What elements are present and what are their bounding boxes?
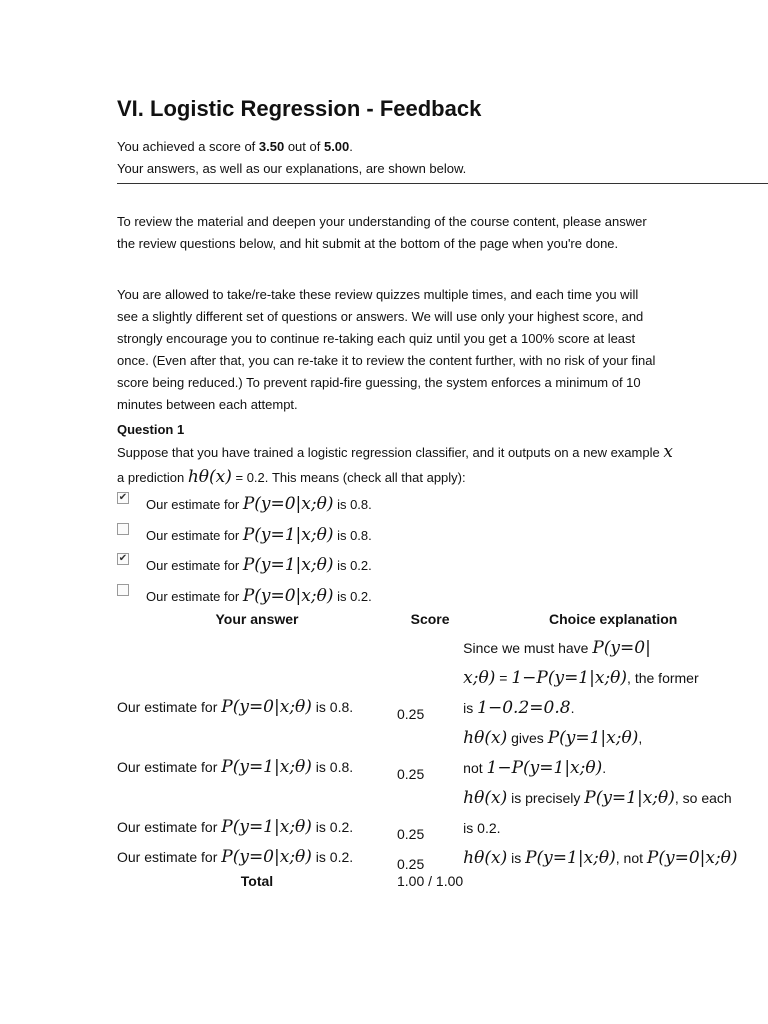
total-label: Total (240, 873, 274, 889)
choice-math: P(y=0|x;θ) (242, 585, 334, 606)
total-empty-cell (463, 873, 763, 889)
row-score: 0.25 (397, 766, 425, 782)
choice-item (117, 553, 617, 584)
explanation-text: . (602, 760, 607, 776)
question-text-part1: Suppose that you have trained a logistic regression classifier, and it outputs on a new example (117, 445, 664, 460)
score-cell (397, 843, 463, 873)
explanation-cell (463, 723, 763, 783)
explanation-math: P(y=0|x;θ) (646, 848, 738, 868)
explanation-cell (463, 783, 763, 843)
total-row (117, 873, 763, 889)
explanation-math: P(y=1|x;θ) (525, 848, 616, 868)
answer-cell (117, 783, 397, 843)
answer-suffix: is 0.8. (311, 759, 354, 775)
explanation-math: hθ(x) (463, 848, 508, 868)
explanation-text: gives (507, 730, 548, 746)
choice-checkbox[interactable]: ✔ (118, 492, 128, 503)
answer-math: P(y=1|x;θ) (221, 817, 312, 837)
score-cell (397, 723, 463, 783)
header-score: Score (410, 611, 450, 627)
score-mid: out of (284, 139, 324, 154)
choice-label (146, 586, 372, 606)
question-text (117, 440, 677, 490)
explanation-text: is 0.2. (463, 820, 501, 836)
choice-item (117, 523, 617, 554)
row-score: 0.25 (397, 706, 425, 722)
explanation-cell (463, 633, 763, 723)
score-prefix: You achieved a score of (117, 139, 259, 154)
table-row (117, 843, 763, 873)
question-text-part2: a prediction (117, 470, 188, 485)
explanation-text: is (463, 700, 478, 716)
explanation-text: Since we must have (463, 640, 593, 656)
choice-suffix: is 0.8. (333, 497, 372, 512)
choice-item (117, 492, 617, 523)
choice-label (146, 525, 372, 545)
answer-cell (117, 843, 397, 873)
answer-cell (117, 723, 397, 783)
choice-checkbox[interactable] (117, 523, 129, 535)
explanation-cell (463, 843, 763, 873)
score-cell (397, 783, 463, 843)
score-cell (397, 633, 463, 723)
answer-cell (117, 633, 397, 723)
score-summary (117, 139, 353, 154)
table-row (117, 633, 763, 723)
explanation-math: 1−0.2=0.8 (477, 698, 571, 718)
explanation-text: , (638, 730, 643, 746)
choice-math: P(y=1|x;θ) (242, 524, 334, 545)
choice-suffix: is 0.8. (333, 527, 372, 543)
choice-prefix: Our estimate for (146, 588, 243, 604)
table-header-row (117, 611, 763, 633)
row-score: 0.25 (397, 856, 425, 872)
choice-checkbox[interactable] (117, 584, 129, 596)
intro-paragraph-2: You are allowed to take/re-take these review quizzes multiple times, and each time you will see a slightly different set of questions or answers. We will use only your highest score, and strongly encourage you to continue re-taking each quiz until you get a 100% score at least once. (Even after that, you can re-take it to review the content further, with no risk of your final score being reduced.) To prevent rapid-fire guessing, the system enforces a minimum of 10 minutes between each attempt. (117, 287, 656, 412)
explanation-text: is (507, 850, 526, 866)
feedback-table (117, 611, 763, 889)
explanation-text: = (495, 670, 512, 686)
explanation-text: . (570, 700, 575, 716)
choice-suffix: is 0.2. (333, 558, 372, 573)
explanation-math: P(y=1|x;θ) (584, 788, 675, 808)
answer-math: P(y=0|x;θ) (221, 697, 312, 717)
choice-suffix: is 0.2. (333, 588, 372, 604)
answer-choices (117, 492, 617, 614)
choice-label (146, 555, 372, 575)
explanation-math: x;θ) (463, 668, 496, 688)
choice-math: P(y=1|x;θ) (242, 555, 334, 575)
choice-prefix: Our estimate for (146, 497, 243, 512)
answer-math: P(y=0|x;θ) (221, 847, 312, 867)
header-divider (117, 183, 768, 184)
choice-label (146, 494, 372, 514)
choice-item (117, 584, 617, 615)
choice-checkbox[interactable]: ✔ (118, 553, 128, 564)
answer-prefix: Our estimate for (117, 819, 222, 835)
explanation-math: 1−P(y=1|x;θ) (486, 758, 603, 778)
score-max: 5.00 (323, 139, 350, 154)
explanation-math: 1−P(y=1|x;θ) (511, 668, 628, 688)
answer-suffix: is 0.2. (311, 849, 354, 865)
score-value: 3.50 (258, 139, 285, 154)
table-row (117, 783, 763, 843)
math-hypothesis: hθ(x) (187, 467, 232, 487)
question-text-part3: = 0.2. This means (check all that apply): (231, 470, 466, 485)
row-score: 0.25 (397, 826, 425, 842)
header-choice-explanation: Choice explanation (548, 611, 678, 627)
answer-math: P(y=1|x;θ) (221, 757, 312, 777)
explanation-math: P(y=0| (592, 638, 651, 658)
explanation-math: P(y=1|x;θ) (547, 728, 639, 748)
explanation-text: , the former (627, 670, 699, 686)
explanation-text: not (463, 760, 487, 776)
explanation-math: hθ(x) (463, 728, 508, 748)
explanation-text: , so each (674, 790, 732, 806)
choice-prefix: Our estimate for (146, 558, 243, 573)
answer-suffix: is 0.8. (311, 699, 354, 715)
explanation-text: is precisely (507, 790, 585, 806)
answer-prefix: Our estimate for (117, 759, 222, 775)
answer-suffix: is 0.2. (311, 819, 354, 835)
choice-prefix: Our estimate for (146, 527, 243, 543)
page-subtitle: Your answers, as well as our explanations, are shown below. (117, 161, 467, 176)
intro-paragraph-1: To review the material and deepen your understanding of the course content, please answer the review questions below, and hit submit at the bottom of the page when you're done. (117, 214, 647, 251)
explanation-math: hθ(x) (463, 788, 508, 808)
math-x: x (663, 442, 673, 462)
total-value: 1.00 / 1.00 (397, 873, 464, 889)
answer-prefix: Our estimate for (117, 699, 222, 715)
score-suffix: . (349, 139, 353, 154)
table-row (117, 723, 763, 783)
header-your-answer: Your answer (215, 611, 299, 627)
page-title: VI. Logistic Regression - Feedback (117, 96, 482, 121)
question-title: Question 1 (117, 422, 185, 437)
explanation-text: , not (615, 850, 647, 866)
choice-math: P(y=0|x;θ) (242, 494, 334, 514)
answer-prefix: Our estimate for (117, 849, 222, 865)
